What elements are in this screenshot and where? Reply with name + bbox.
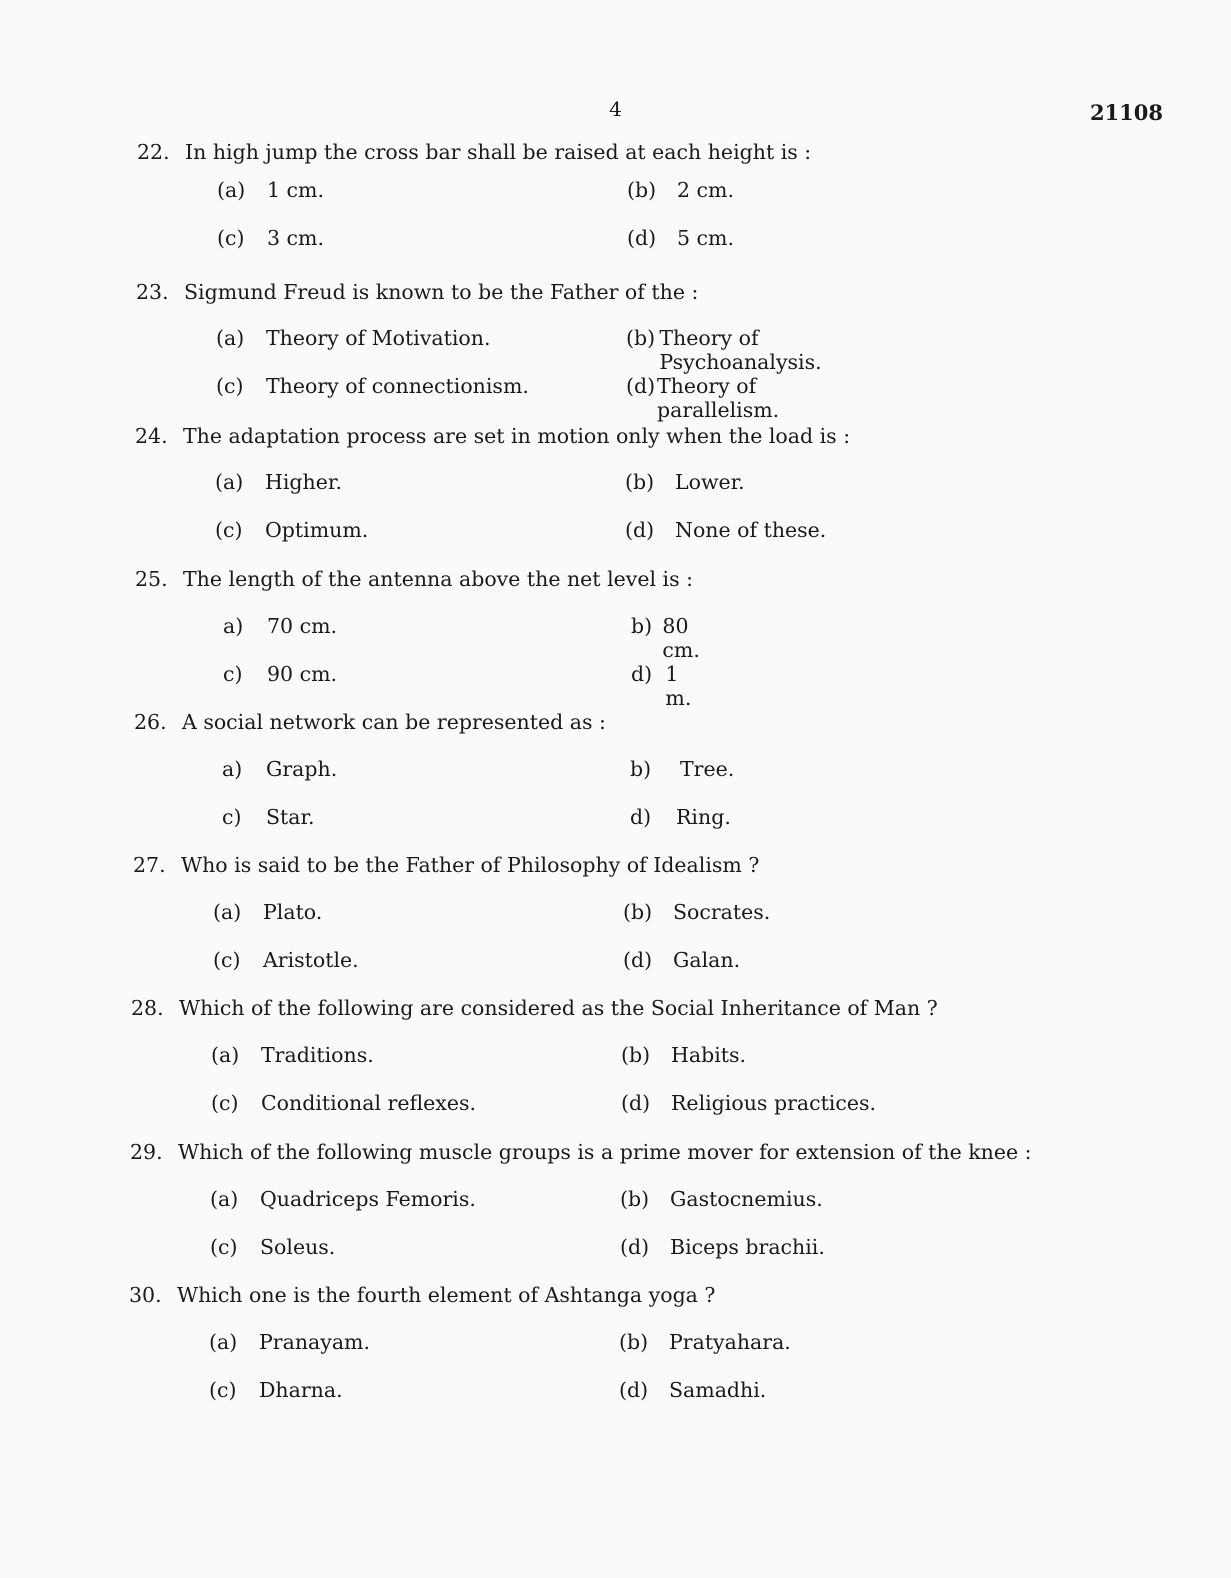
option-text: 80 cm. (662, 614, 700, 662)
option-text: Socrates. (673, 900, 771, 924)
option-a (211, 1043, 374, 1067)
option-text: Biceps brachii. (670, 1235, 825, 1259)
option-label: b) (631, 614, 653, 638)
option-label: (c) (210, 1235, 238, 1259)
question-line (134, 710, 606, 757)
option-c (217, 226, 324, 250)
options-row (129, 1378, 767, 1426)
option-text: Theory of connectionism. (266, 374, 529, 398)
option-label: (d) (625, 518, 655, 542)
option-d (625, 518, 826, 542)
question-line (130, 1140, 1032, 1187)
question-30 (129, 1283, 791, 1426)
option-text: Graph. (266, 757, 338, 781)
option-label: (a) (217, 178, 246, 202)
option-text: None of these. (675, 518, 827, 542)
option-label: (d) (626, 374, 656, 398)
option-d (621, 1091, 876, 1115)
option-a (213, 900, 322, 924)
option-label: (b) (626, 326, 656, 350)
option-d (623, 948, 740, 972)
question-text: Sigmund Freud is known to be the Father of the : (184, 280, 699, 304)
options-row (131, 1043, 938, 1091)
option-text: Gastocnemius. (670, 1187, 823, 1211)
option-text: Religious practices. (671, 1091, 877, 1115)
option-d (620, 1235, 825, 1259)
question-line (135, 567, 693, 614)
options-row (130, 1187, 1032, 1235)
option-label: (b) (627, 178, 657, 202)
option-d (630, 805, 731, 829)
page-number: 4 (609, 97, 622, 121)
question-line (135, 424, 850, 470)
option-text: Soleus. (260, 1235, 336, 1259)
options-row (133, 948, 759, 996)
options-row (131, 1091, 938, 1139)
option-label: a) (222, 757, 243, 781)
option-label: (b) (625, 470, 655, 494)
option-text: Conditional reflexes. (261, 1091, 477, 1115)
option-text: Higher. (265, 470, 342, 494)
option-text: Samadhi. (669, 1378, 767, 1402)
option-b (623, 900, 770, 924)
option-b (626, 326, 838, 374)
option-text: Plato. (263, 900, 323, 924)
option-label: a) (223, 614, 244, 638)
question-text: Which one is the fourth element of Ashtanga yoga ? (177, 1283, 716, 1307)
option-b (625, 470, 745, 494)
option-b (631, 614, 712, 662)
question-line (131, 996, 938, 1043)
options-row (136, 326, 822, 374)
question-number: 29. (130, 1140, 163, 1164)
question-25 (135, 567, 700, 710)
option-text: 3 cm. (267, 226, 324, 250)
option-c (210, 1235, 335, 1259)
question-text: The length of the antenna above the net level is : (183, 567, 694, 591)
options-row (137, 226, 811, 274)
option-a (215, 470, 342, 494)
option-text: Pratyahara. (669, 1330, 791, 1354)
option-label: (a) (210, 1187, 239, 1211)
option-label: (a) (211, 1043, 240, 1067)
option-b (620, 1187, 823, 1211)
option-c (209, 1378, 343, 1402)
option-d (627, 226, 734, 250)
option-text: Tree. (680, 757, 735, 781)
options-row (129, 1330, 791, 1378)
option-label: (b) (621, 1043, 651, 1067)
option-label: (c) (213, 948, 241, 972)
option-a (209, 1330, 370, 1354)
question-28 (131, 996, 938, 1139)
option-label: b) (630, 757, 652, 781)
options-row (135, 662, 693, 710)
option-label: (d) (621, 1091, 651, 1115)
paper-code: 21108 (1089, 100, 1163, 125)
option-a (222, 757, 337, 781)
option-c (211, 1091, 476, 1115)
option-b (630, 757, 734, 781)
question-number: 28. (131, 996, 164, 1020)
option-text: Galan. (673, 948, 741, 972)
question-line (137, 140, 811, 178)
question-text: The adaptation process are set in motion only when the load is : (183, 424, 851, 448)
option-b (621, 1043, 746, 1067)
option-c (215, 518, 368, 542)
option-d (619, 1378, 766, 1402)
option-text: 90 cm. (267, 662, 338, 686)
option-label: (c) (209, 1378, 237, 1402)
question-27 (133, 853, 771, 996)
options-row (130, 1235, 1032, 1283)
question-number: 30. (129, 1283, 162, 1307)
option-c (216, 374, 529, 398)
option-text: Theory of Motivation. (266, 326, 491, 350)
question-24 (135, 424, 850, 566)
question-line (129, 1283, 715, 1330)
option-a (217, 178, 324, 202)
option-label: (c) (215, 518, 243, 542)
option-b (627, 178, 734, 202)
question-text: Who is said to be the Father of Philosophy of Idealism ? (181, 853, 760, 877)
question-number: 24. (135, 424, 168, 448)
option-text: Lower. (675, 470, 745, 494)
option-label: (a) (216, 326, 245, 350)
option-label: (d) (620, 1235, 650, 1259)
option-text: Habits. (671, 1043, 747, 1067)
option-b (619, 1330, 791, 1354)
option-label: c) (222, 805, 242, 829)
options-row (135, 470, 850, 518)
question-text: A social network can be represented as : (182, 710, 606, 734)
option-text: Quadriceps Femoris. (260, 1187, 476, 1211)
option-label: (a) (209, 1330, 238, 1354)
option-text: Theory of Psychoanalysis. (659, 326, 822, 374)
question-line (133, 853, 759, 900)
option-label: (d) (619, 1378, 649, 1402)
option-text: Theory of parallelism. (656, 374, 780, 422)
option-c (223, 662, 337, 686)
options-row (136, 374, 780, 422)
question-29 (130, 1140, 1032, 1283)
option-label: (b) (620, 1187, 650, 1211)
option-text: Traditions. (261, 1043, 374, 1067)
question-text: In high jump the cross bar shall be raised at each height is : (185, 140, 812, 164)
option-label: (b) (623, 900, 653, 924)
option-c (213, 948, 359, 972)
question-text: Which of the following muscle groups is a prime mover for extension of the knee : (178, 1140, 1032, 1164)
option-label: d) (630, 805, 652, 829)
option-text: 2 cm. (677, 178, 734, 202)
question-number: 27. (133, 853, 166, 877)
question-26 (134, 710, 735, 853)
option-text: 70 cm. (267, 614, 338, 638)
option-label: c) (223, 662, 243, 686)
options-row (134, 805, 731, 853)
options-row (133, 900, 771, 948)
question-23 (136, 280, 822, 422)
option-label: (c) (216, 374, 244, 398)
option-d (626, 374, 798, 422)
option-label: d) (631, 662, 653, 686)
options-row (135, 614, 700, 662)
options-row (134, 757, 735, 805)
option-text: Dharna. (259, 1378, 343, 1402)
option-text: 5 cm. (677, 226, 734, 250)
question-number: 25. (135, 567, 168, 591)
question-number: 23. (136, 280, 169, 304)
option-text: 1 cm. (267, 178, 324, 202)
option-text: Aristotle. (263, 948, 359, 972)
option-label: (d) (627, 226, 657, 250)
option-label: (d) (623, 948, 653, 972)
option-d (631, 662, 701, 710)
option-a (223, 614, 337, 638)
option-a (216, 326, 490, 350)
question-text: Which of the following are considered as the Social Inheritance of Man ? (179, 996, 938, 1020)
question-number: 22. (137, 140, 170, 164)
option-a (210, 1187, 476, 1211)
option-text: 1 m. (665, 662, 692, 710)
option-label: (a) (213, 900, 242, 924)
option-text: Pranayam. (259, 1330, 370, 1354)
question-number: 26. (134, 710, 167, 734)
options-row (135, 518, 850, 566)
option-text: Ring. (676, 805, 731, 829)
option-text: Optimum. (265, 518, 369, 542)
option-label: (c) (217, 226, 245, 250)
option-label: (c) (211, 1091, 239, 1115)
option-text: Star. (266, 805, 315, 829)
question-line (136, 280, 698, 326)
options-row (137, 178, 811, 226)
question-22 (137, 140, 811, 274)
option-label: (a) (215, 470, 244, 494)
option-label: (b) (619, 1330, 649, 1354)
option-c (222, 805, 315, 829)
